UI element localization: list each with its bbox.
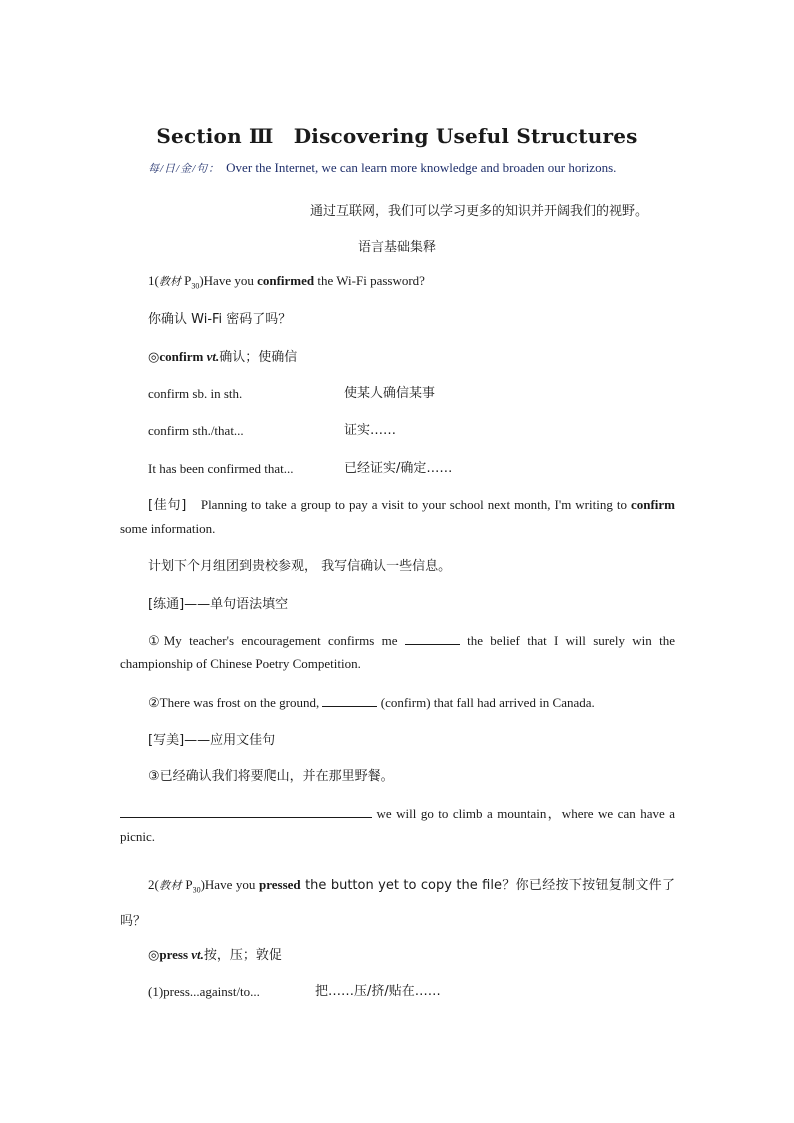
phrase-row: confirm sb. in sth. bbox=[148, 386, 243, 401]
answer-blank[interactable] bbox=[120, 805, 372, 818]
exercise-1: ①My teacher's encouragement confirms me the belief that I will surely win the championship of Chinese Poetry Competition. bbox=[120, 633, 675, 671]
daily-quote-tag: 每/日/金/句： bbox=[148, 163, 221, 175]
item2-phrase-meaning: 把……压/挤/贴在…… bbox=[315, 984, 441, 999]
item2-definition: ◎press vt.按，压；敦促 bbox=[148, 947, 282, 963]
item1-translation: 你确认 Wi-Fi 密码了吗？ bbox=[148, 312, 292, 327]
phrase-meaning: 已经证实/确定…… bbox=[344, 461, 453, 476]
phrase-meaning: 使某人确信某事 bbox=[344, 386, 436, 401]
write-heading: [写美]——应用文佳句 bbox=[148, 733, 276, 748]
daily-quote-en: Over the Internet, we can learn more knowledge and broaden our horizons. bbox=[226, 160, 617, 175]
practice-heading: [练通]——单句语法填空 bbox=[148, 597, 289, 612]
phrase-row: It has been confirmed that... bbox=[148, 461, 294, 476]
daily-quote-cn: 通过互联网，我们可以学习更多的知识并开阔我们的视野。 bbox=[310, 204, 649, 219]
page-title: Section Ⅲ Discovering Useful Structures bbox=[156, 124, 638, 148]
section-heading: 语言基础集释 bbox=[357, 240, 436, 255]
phrase-row: confirm sth./that... bbox=[148, 423, 244, 438]
exercise-2: ②There was frost on the ground, (confirm) that fall had arrived in Canada. bbox=[148, 695, 595, 710]
phrase-meaning: 证实…… bbox=[344, 423, 397, 438]
example-translation: 计划下个月组团到贵校参观， 我写信确认一些信息。 bbox=[148, 559, 452, 574]
item2-sentence: 2(教材 $P_{30})Have$ you pressed the button yet to copy the file？你已经按下按钮复制文件了吗？ bbox=[120, 877, 675, 929]
item1-sentence: 1(教材 $P_{30})Have$ you confirmed the Wi-Fi password? bbox=[148, 273, 425, 291]
item2-phrase: (1)press...against/to... bbox=[148, 984, 260, 999]
exercise-3-prompt: ③已经确认我们将要爬山，并在那里野餐。 bbox=[148, 769, 394, 784]
example-tag: [佳句] bbox=[148, 498, 187, 513]
daily-quote bbox=[148, 160, 616, 176]
answer-blank[interactable] bbox=[322, 694, 377, 707]
item1-definition: ◎confirm vt.确认；使确信 bbox=[148, 349, 298, 365]
answer-blank[interactable] bbox=[405, 632, 460, 645]
example-sentence: [佳句] Planning to take a group to pay a visit to your school next month, I'm writing to confirm some information. bbox=[120, 497, 675, 536]
exercise-3: we will go to climb a mountain，where we can have a picnic. bbox=[120, 806, 675, 844]
item1-keyword: confirmed bbox=[257, 273, 315, 288]
item2-keyword: pressed bbox=[258, 877, 301, 892]
